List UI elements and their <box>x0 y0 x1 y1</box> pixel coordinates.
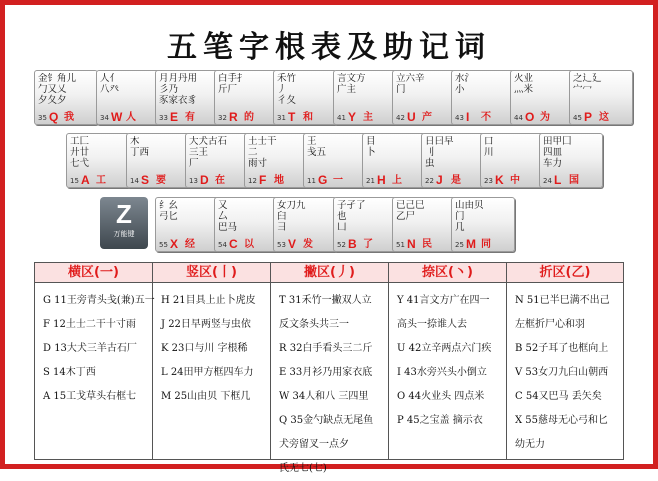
table-row: N 51已半巳满不出己 <box>515 295 610 306</box>
table-row: S 14木丁西 <box>43 367 96 378</box>
key-roots: 禾竹 丿 彳夂 <box>277 73 297 106</box>
table-row: P 45之宝盖 摘示衣 <box>397 415 483 426</box>
table-row: 幼无力 <box>515 439 545 450</box>
key-letter: L <box>554 173 562 187</box>
key-18 <box>539 133 603 188</box>
key-0 <box>34 70 98 125</box>
table-row: O 44火业头 四点米 <box>397 391 485 402</box>
key-letter: N <box>407 237 416 251</box>
key-number: 25 <box>455 241 464 249</box>
key-letter: U <box>407 110 416 124</box>
table-row: F 12土士二干十寸雨 <box>43 319 136 330</box>
key-roots: 已己巳 乙尸 <box>396 200 425 222</box>
key-number: 45 <box>573 114 582 122</box>
table-row: Q 35金勺缺点无尾鱼 <box>279 415 374 426</box>
key-roots: 金钅角儿 勹又乂 夕夂夕 <box>38 73 77 106</box>
key-word: 要 <box>156 175 166 186</box>
key-word: 一 <box>333 175 343 186</box>
logo-letter: Z <box>116 199 132 229</box>
key-number: 31 <box>277 114 286 122</box>
key-letter: D <box>200 173 209 187</box>
page-title: 五笔字根表及助记词 <box>167 30 491 65</box>
key-roots: 工匚 廾廿 七弋 <box>70 136 90 169</box>
table-row: 高头一捺谁人去 <box>397 319 467 330</box>
key-number: 55 <box>159 241 168 249</box>
table-row: U 42立辛两点六门疾 <box>397 343 492 354</box>
table-row: W 34人和八 三四里 <box>279 391 369 402</box>
key-word: 为 <box>540 112 550 123</box>
key-14 <box>303 133 367 188</box>
key-number: 44 <box>514 114 523 122</box>
key-word: 的 <box>244 112 254 123</box>
z-key-logo <box>100 197 148 249</box>
table-row: 犬旁留叉一点夕 <box>279 439 349 450</box>
key-number: 51 <box>396 241 405 249</box>
key-number: 23 <box>484 177 493 185</box>
key-9 <box>569 70 633 125</box>
key-number: 21 <box>366 177 375 185</box>
key-roots: 大犬古石 三王 厂 <box>189 136 228 169</box>
key-5 <box>333 70 397 125</box>
table-row: I 43水旁兴头小倒立 <box>397 367 487 378</box>
key-12 <box>185 133 249 188</box>
key-4 <box>273 70 337 125</box>
key-23 <box>392 197 456 252</box>
key-letter: M <box>466 237 476 251</box>
key-word: 我 <box>64 112 74 123</box>
column-header: 折区(乙) <box>507 263 623 283</box>
table-column-4 <box>507 263 623 459</box>
column-header: 横区(一) <box>35 263 152 283</box>
key-24 <box>451 197 515 252</box>
key-letter: K <box>495 173 504 187</box>
key-letter: E <box>170 110 179 124</box>
table-row: 反文条头共三一 <box>279 319 349 330</box>
table-column-1 <box>153 263 271 459</box>
key-number: 24 <box>543 177 552 185</box>
key-letter: O <box>525 110 535 124</box>
key-number: 52 <box>337 241 346 249</box>
key-letter: Y <box>348 110 357 124</box>
key-letter: S <box>141 173 150 187</box>
key-letter: H <box>377 173 386 187</box>
key-word: 中 <box>510 175 520 186</box>
table-row: D 13大犬三羊古石厂 <box>43 343 137 354</box>
key-word: 了 <box>363 239 373 250</box>
key-roots: 水氵 小 <box>455 73 475 95</box>
key-2 <box>155 70 219 125</box>
key-letter: B <box>348 237 357 251</box>
key-19 <box>155 197 219 252</box>
table-row: J 22日早两竖与虫依 <box>161 319 251 330</box>
key-roots: 田甲囗 四皿 车力 <box>543 136 572 169</box>
key-letter: T <box>288 110 296 124</box>
key-roots: 目 卜 <box>366 136 376 158</box>
key-number: 54 <box>218 241 227 249</box>
key-10 <box>66 133 130 188</box>
key-letter: J <box>436 173 443 187</box>
table-row: E 33月衫乃用家衣底 <box>279 367 373 378</box>
key-roots: 口 川 <box>484 136 494 158</box>
key-roots: 子孑了 也 凵 <box>337 200 366 233</box>
table-column-3 <box>389 263 507 459</box>
key-letter: F <box>259 173 267 187</box>
key-word: 经 <box>185 239 195 250</box>
table-row: A 15工戈草头右框七 <box>43 391 137 402</box>
key-number: 34 <box>100 114 109 122</box>
key-roots: 女刀九 臼 彐 <box>277 200 306 233</box>
key-roots: 山由贝 门 几 <box>455 200 484 233</box>
key-number: 53 <box>277 241 286 249</box>
key-number: 32 <box>218 114 227 122</box>
key-letter: P <box>584 110 593 124</box>
key-number: 15 <box>70 177 79 185</box>
key-word: 发 <box>303 239 313 250</box>
key-11 <box>126 133 190 188</box>
key-22 <box>333 197 397 252</box>
key-number: 14 <box>130 177 139 185</box>
key-roots: 王 戋五 <box>307 136 327 158</box>
key-number: 33 <box>159 114 168 122</box>
table-row: 左框折尸心和羽 <box>515 319 585 330</box>
key-letter: I <box>466 110 470 124</box>
table-row: 氏无七(七) <box>279 463 327 474</box>
key-number: 42 <box>396 114 405 122</box>
key-3 <box>214 70 278 125</box>
key-21 <box>273 197 337 252</box>
table-column-2 <box>271 263 389 474</box>
logo-text: 万能键 <box>113 230 135 238</box>
table-row: H 21目具上止卜虎皮 <box>161 295 256 306</box>
key-letter: G <box>318 173 328 187</box>
key-number: 41 <box>337 114 346 122</box>
key-word: 国 <box>569 175 579 186</box>
table-row: T 31禾竹一撇双人立 <box>279 295 372 306</box>
key-word: 产 <box>422 112 432 123</box>
key-letter: Q <box>49 110 59 124</box>
column-header: 竖区(丨) <box>153 263 270 283</box>
table-row: K 23口与川 字根稀 <box>161 343 248 354</box>
key-1 <box>96 70 160 125</box>
key-letter: V <box>288 237 297 251</box>
key-word: 和 <box>303 112 313 123</box>
key-roots: 火业 灬米 <box>514 73 534 95</box>
key-letter: R <box>229 110 238 124</box>
key-number: 43 <box>455 114 464 122</box>
key-15 <box>362 133 426 188</box>
table-row: G 11王旁青头戋(兼)五一 <box>43 295 155 306</box>
key-16 <box>421 133 485 188</box>
key-word: 工 <box>96 175 106 186</box>
key-word: 不 <box>481 112 491 123</box>
key-word: 这 <box>599 112 609 123</box>
key-roots: 土士干 二 雨寸 <box>248 136 277 169</box>
key-17 <box>480 133 544 188</box>
key-roots: 立六辛 门 <box>396 73 425 95</box>
key-7 <box>451 70 515 125</box>
key-word: 地 <box>274 175 284 186</box>
column-header: 捺区(丶) <box>389 263 506 283</box>
key-roots: 又 厶 巴马 <box>218 200 238 233</box>
table-column-0 <box>35 263 153 459</box>
key-letter: C <box>229 237 238 251</box>
key-8 <box>510 70 574 125</box>
key-word: 同 <box>481 239 491 250</box>
key-number: 12 <box>248 177 257 185</box>
key-roots: 纟幺 弓匕 <box>159 200 179 222</box>
key-word: 在 <box>215 175 225 186</box>
table-row: B 52子耳了也框向上 <box>515 343 609 354</box>
key-number: 22 <box>425 177 434 185</box>
key-word: 人 <box>126 112 136 123</box>
key-word: 有 <box>185 112 195 123</box>
mnemonic-table <box>34 262 624 474</box>
table-row: V 53女刀九臼山朝西 <box>515 367 609 378</box>
key-roots: 木 丁西 <box>130 136 150 158</box>
key-letter: A <box>81 173 90 187</box>
key-roots: 人亻 八癶 <box>100 73 120 95</box>
table-row: M 25山由贝 下框几 <box>161 391 251 402</box>
key-roots: 言文方 广主 <box>337 73 366 95</box>
key-20 <box>214 197 278 252</box>
key-roots: 月月丹用 彡乃 豕家衣豸 <box>159 73 198 106</box>
key-word: 上 <box>392 175 402 186</box>
key-number: 35 <box>38 114 47 122</box>
key-number: 13 <box>189 177 198 185</box>
key-word: 以 <box>244 239 254 250</box>
key-letter: W <box>111 110 123 124</box>
key-6 <box>392 70 456 125</box>
key-roots: 白手扌 斤厂 <box>218 73 247 95</box>
table-row: R 32白手看头三二斤 <box>279 343 373 354</box>
key-roots: 日曰早 刂 虫 <box>425 136 454 169</box>
table-row: C 54又巴马 丢矢矣 <box>515 391 602 402</box>
column-header: 撇区(丿) <box>271 263 388 283</box>
key-word: 主 <box>363 112 373 123</box>
key-word: 民 <box>422 239 432 250</box>
table-row: Y 41言文方广在四一 <box>397 295 490 306</box>
key-number: 11 <box>307 177 316 185</box>
table-row: L 24田甲方框四车力 <box>161 367 254 378</box>
key-roots: 之辶廴 宀冖 <box>573 73 602 95</box>
key-letter: X <box>170 237 179 251</box>
key-word: 是 <box>451 175 461 186</box>
table-row: X 55慈母无心弓和匕 <box>515 415 609 426</box>
key-13 <box>244 133 308 188</box>
